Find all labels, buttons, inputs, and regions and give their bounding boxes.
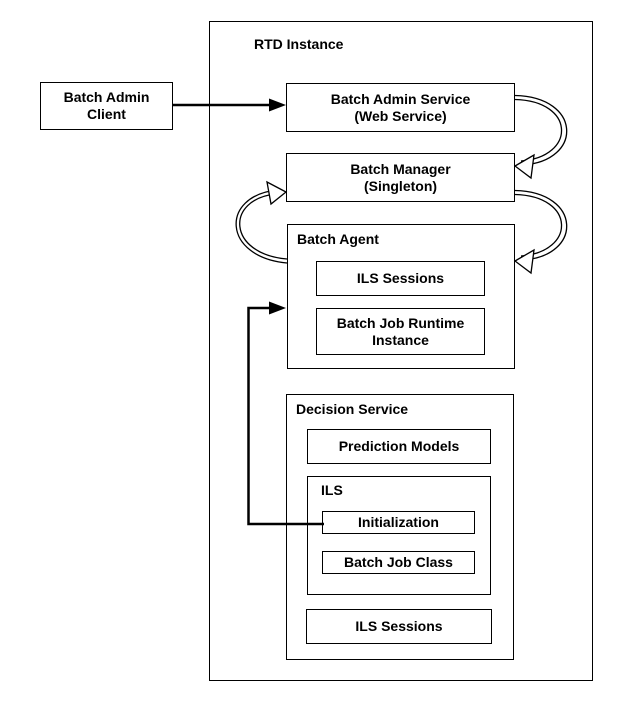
batch-agent-box (287, 224, 515, 369)
batch-admin-client-label-line2: Client (87, 106, 126, 122)
batch-admin-client-label-line1: Batch Admin (63, 89, 150, 105)
batch-admin-service-box (286, 83, 515, 132)
batch-agent-label: Batch Agent (297, 231, 379, 247)
decision-service-label: Decision Service (296, 401, 409, 417)
batch-admin-client-box (40, 82, 173, 130)
batch-admin-service-label-line2: (Web Service) (354, 107, 447, 124)
prediction-models-box (307, 429, 491, 464)
decision-service-ils-sessions-label: ILS Sessions (355, 618, 443, 634)
ils-label: ILS (321, 482, 343, 498)
decision-service-box (286, 394, 514, 660)
batch-job-class-label: Batch Job Class (344, 554, 453, 570)
batch-agent-ils-sessions-label: ILS Sessions (356, 270, 445, 286)
batch-job-runtime-label-line1: Batch Job Runtime (336, 314, 465, 331)
batch-admin-service-label-line1: Batch Admin Service (330, 90, 471, 107)
initialization-box (322, 511, 475, 534)
batch-job-class-box (322, 551, 475, 574)
decision-service-ils-sessions-box (306, 609, 492, 644)
rtd-instance-label: RTD Instance (254, 36, 344, 52)
batch-manager-label-line2: (Singleton) (363, 177, 438, 194)
batch-manager-label-line1: Batch Manager (350, 160, 451, 177)
batch-job-runtime-label-line2: Instance (372, 331, 429, 348)
batch-job-runtime-instance-box (316, 308, 485, 355)
initialization-label: Initialization (358, 514, 439, 530)
batch-agent-ils-sessions-box (316, 261, 485, 296)
prediction-models-label: Prediction Models (338, 438, 460, 454)
batch-manager-box (286, 153, 515, 202)
ils-box (307, 476, 491, 595)
